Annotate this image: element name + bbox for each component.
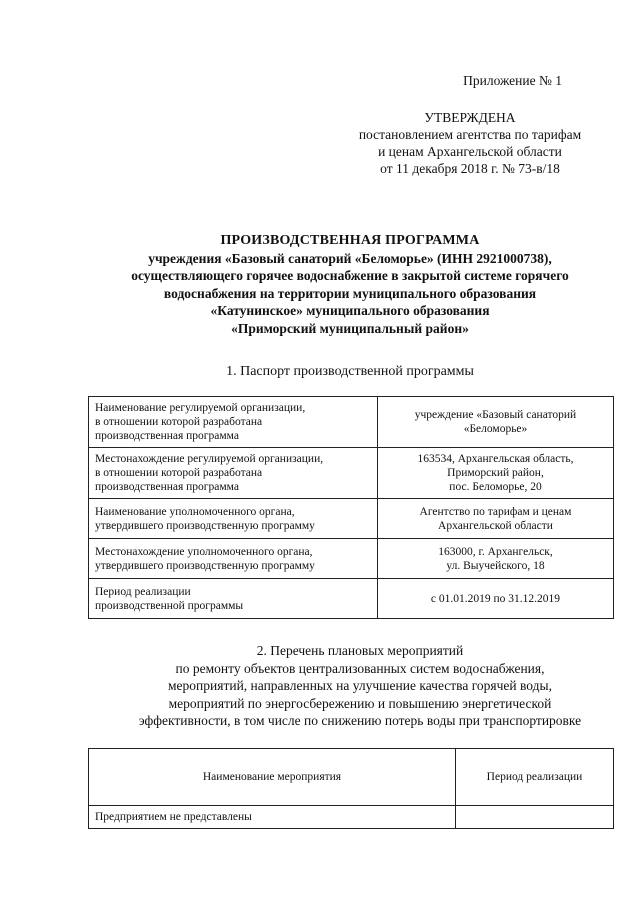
measures-table <box>88 748 614 829</box>
label-line: утвердившего производственную программу <box>95 559 315 572</box>
label-line: производственная программа <box>95 481 239 493</box>
approval-line: постановлением агентства по тарифам <box>358 127 582 142</box>
passport-value <box>378 579 614 619</box>
table-row <box>89 397 614 448</box>
table-row <box>89 806 614 829</box>
label-line: в отношении которой разработана <box>95 416 263 428</box>
document-title <box>60 232 640 337</box>
value-line: «Беломорье» <box>463 423 528 435</box>
value-line: Приморский район, <box>447 467 544 479</box>
label-line: Местонахождение уполномоченного органа, <box>95 545 313 558</box>
title-line: осуществляющего горячее водоснабжение в закрытой системе горячего <box>131 268 569 283</box>
label-line: производственная программа <box>95 430 239 442</box>
title-line: «Приморский муниципальный район» <box>231 320 469 336</box>
value-line: 163000, г. Архангельск, <box>438 545 553 558</box>
heading-line: 2. Перечень плановых мероприятий <box>256 643 464 658</box>
label-line: производственной программы <box>95 599 244 612</box>
appendix-number: Приложение № 1 <box>463 73 562 88</box>
title-line: учреждения «Базовый санаторий «Беломорье» (ИНН 2921000738), <box>148 250 552 266</box>
passport-label <box>89 448 378 499</box>
passport-label <box>89 397 378 448</box>
approval-line: и ценам Архангельской области <box>378 144 562 159</box>
title-line: «Катунинское» муниципального образования <box>210 303 490 318</box>
passport-value <box>378 397 614 448</box>
value-line: с 01.01.2019 по 31.12.2019 <box>430 592 561 605</box>
section1-heading: 1. Паспорт производственной программы <box>226 364 474 379</box>
table-row <box>89 579 614 619</box>
section2-heading <box>80 642 640 730</box>
title-line: водоснабжения на территории муниципального образования <box>163 285 537 301</box>
table-row <box>89 539 614 579</box>
passport-value <box>378 448 614 499</box>
label-line: Наименование регулируемой организации, <box>95 402 306 414</box>
approval-line: от 11 декабря 2018 г. № 73-в/18 <box>380 161 560 176</box>
value-line: ул. Выучейского, 18 <box>446 559 545 572</box>
measure-period-cell <box>456 806 614 829</box>
label-line: Период реализации <box>95 585 191 598</box>
passport-label <box>89 539 378 579</box>
column-header-period: Период реализации <box>456 749 614 806</box>
heading-line: мероприятий по энергосбережению и повышению энергетической <box>168 695 552 711</box>
heading-line: эффективности, в том числе по снижению потерь воды при транспортировке <box>138 713 582 728</box>
heading-line: по ремонту объектов централизованных систем водоснабжения, <box>175 660 545 676</box>
heading-line: мероприятий, направленных на улучшение качества горячей воды, <box>168 678 552 693</box>
label-line: в отношении которой разработана <box>95 467 263 479</box>
value-line: пос. Беломорье, 20 <box>449 481 542 493</box>
label-line: Местонахождение регулируемой организации, <box>95 453 324 465</box>
value-line: учреждение «Базовый санаторий <box>414 409 577 421</box>
table-row <box>89 499 614 539</box>
label-line: утвердившего производственную программу <box>95 519 315 532</box>
approved-label: УТВЕРЖДЕНА <box>424 110 516 125</box>
passport-value <box>378 499 614 539</box>
measure-name-cell: Предприятием не представлены <box>89 806 456 829</box>
value-line: Архангельской области <box>438 519 553 532</box>
title-main: ПРОИЗВОДСТВЕННАЯ ПРОГРАММА <box>220 233 480 248</box>
table-header-row <box>89 749 614 806</box>
table-row <box>89 448 614 499</box>
passport-label <box>89 499 378 539</box>
approval-block <box>330 72 610 177</box>
passport-label <box>89 579 378 619</box>
label-line: Наименование уполномоченного органа, <box>95 505 295 518</box>
passport-value <box>378 539 614 579</box>
passport-table <box>88 396 614 619</box>
value-line: Агентство по тарифам и ценам <box>419 505 572 518</box>
column-header-name: Наименование мероприятия <box>89 749 456 806</box>
value-line: 163534, Архангельская область, <box>417 453 574 465</box>
